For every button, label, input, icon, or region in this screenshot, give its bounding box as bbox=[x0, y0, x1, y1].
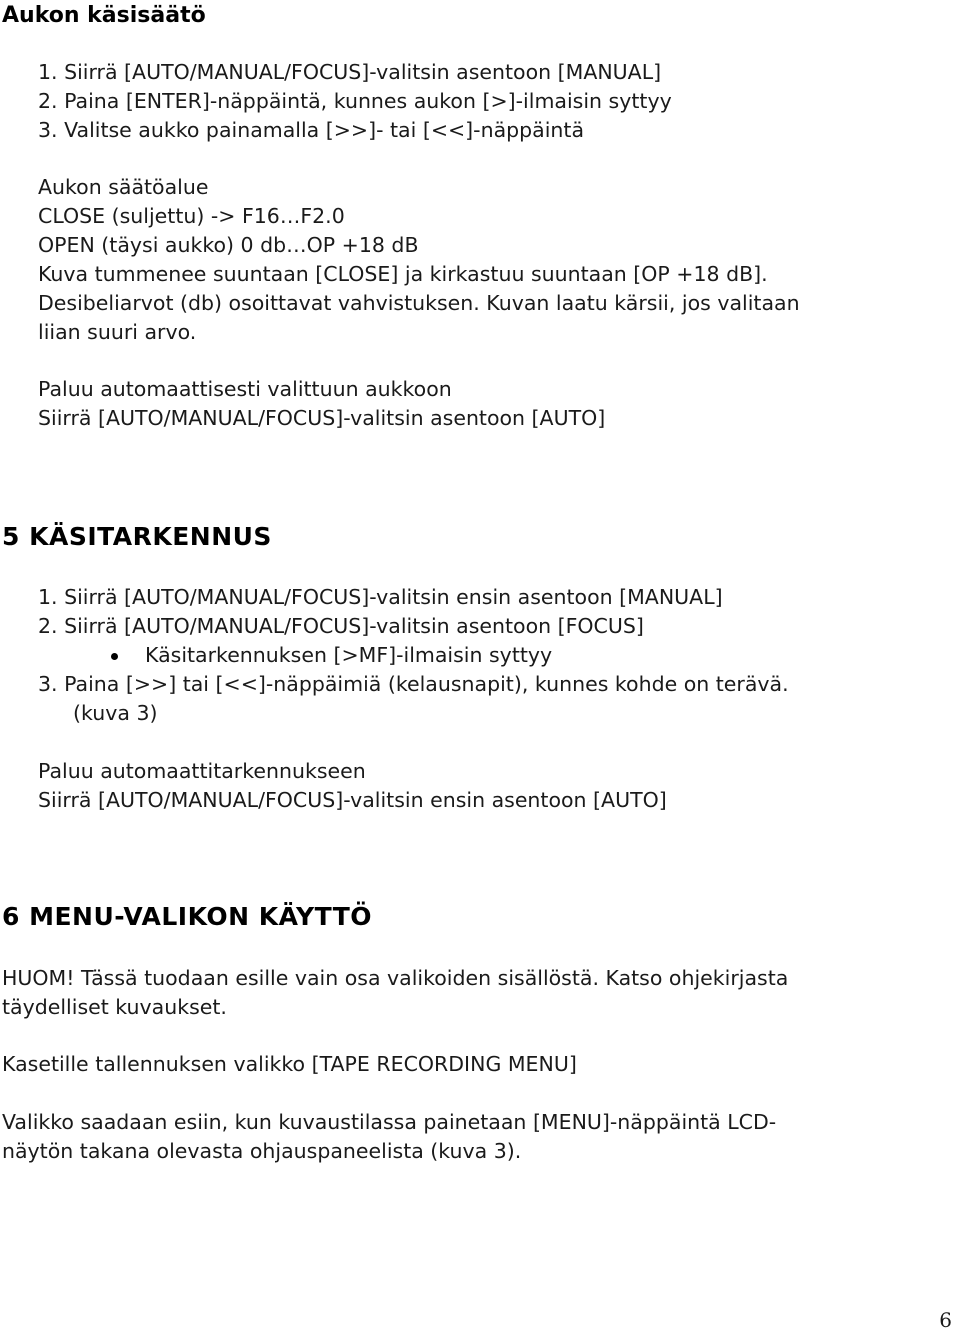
aperture-step-1: 1. Siirrä [AUTO/MANUAL/FOCUS]-valitsin asentoon [MANUAL] bbox=[38, 60, 662, 84]
manual-focus-step-3: 3. Paina [>>] tai [<<]-näppäimiä (kelausnapit), kunnes kohde on terävä. bbox=[38, 672, 789, 696]
aperture-range-open: OPEN (täysi aukko) 0 db…OP +18 dB bbox=[38, 233, 419, 257]
bullet-icon bbox=[111, 653, 118, 660]
aperture-range-close: CLOSE (suljettu) -> F16…F2.0 bbox=[38, 204, 345, 228]
manual-focus-return-text: Siirrä [AUTO/MANUAL/FOCUS]-valitsin ensin asentoon [AUTO] bbox=[38, 788, 667, 812]
page-number: 6 bbox=[939, 1308, 952, 1332]
aperture-range-note-2: Desibeliarvot (db) osoittavat vahvistuksen. Kuvan laatu kärsii, jos valitaan bbox=[38, 291, 800, 315]
manual-focus-title: 5 KÄSITARKENNUS bbox=[2, 522, 272, 551]
aperture-range-heading: Aukon säätöalue bbox=[38, 175, 209, 199]
menu-desc-1: Valikko saadaan esiin, kun kuvaustilassa painetaan [MENU]-näppäintä LCD- bbox=[2, 1110, 777, 1134]
menu-note-2: täydelliset kuvaukset. bbox=[2, 995, 227, 1019]
manual-focus-step-1: 1. Siirrä [AUTO/MANUAL/FOCUS]-valitsin ensin asentoon [MANUAL] bbox=[38, 585, 723, 609]
aperture-range-note-3: liian suuri arvo. bbox=[38, 320, 197, 344]
menu-title: 6 MENU-VALIKON KÄYTTÖ bbox=[2, 902, 373, 931]
menu-note-1: HUOM! Tässä tuodaan esille vain osa valikoiden sisällöstä. Katso ohjekirjasta bbox=[2, 966, 789, 990]
aperture-step-3: 3. Valitse aukko painamalla [>>]- tai [<<]-näppäintä bbox=[38, 118, 585, 142]
aperture-step-2: 2. Paina [ENTER]-näppäintä, kunnes aukon [>]-ilmaisin syttyy bbox=[38, 89, 672, 113]
aperture-range-note-1: Kuva tummenee suuntaan [CLOSE] ja kirkastuu suuntaan [OP +18 dB]. bbox=[38, 262, 768, 286]
aperture-return-heading: Paluu automaattisesti valittuun aukkoon bbox=[38, 377, 452, 401]
aperture-title: Aukon käsisäätö bbox=[2, 3, 206, 28]
manual-focus-step-3-cont: (kuva 3) bbox=[73, 701, 158, 725]
menu-desc-2: näytön takana olevasta ohjauspaneelista (kuva 3). bbox=[2, 1139, 522, 1163]
menu-tape-heading: Kasetille tallennuksen valikko [TAPE RECORDING MENU] bbox=[2, 1052, 577, 1076]
manual-focus-step-2: 2. Siirrä [AUTO/MANUAL/FOCUS]-valitsin asentoon [FOCUS] bbox=[38, 614, 644, 638]
aperture-return-text: Siirrä [AUTO/MANUAL/FOCUS]-valitsin asentoon [AUTO] bbox=[38, 406, 606, 430]
manual-focus-return-heading: Paluu automaattitarkennukseen bbox=[38, 759, 366, 783]
manual-focus-step-2-bullet: Käsitarkennuksen [>MF]-ilmaisin syttyy bbox=[145, 643, 553, 667]
